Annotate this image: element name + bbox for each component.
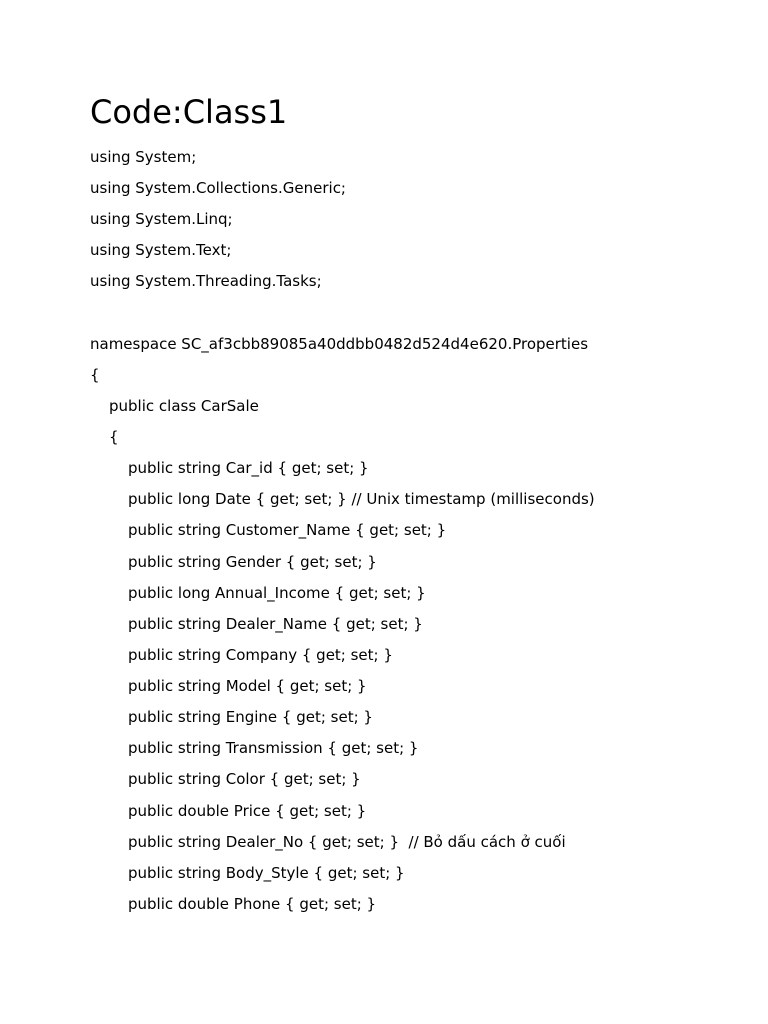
- code-line: public string Model { get; set; }: [128, 677, 367, 695]
- code-line: public double Price { get; set; }: [128, 802, 367, 820]
- code-line: public string Transmission { get; set; }: [128, 739, 419, 757]
- code-line: {: [109, 428, 119, 446]
- code-line: using System.Linq;: [90, 210, 233, 228]
- code-line: using System.Collections.Generic;: [90, 179, 346, 197]
- code-line: public string Car_id { get; set; }: [128, 459, 369, 477]
- code-line: public class CarSale: [109, 397, 259, 415]
- code-line: public string Dealer_No { get; set; } // Bỏ dấu cách ở cuối: [128, 833, 566, 851]
- code-line: public long Date { get; set; } // Unix timestamp (milliseconds): [128, 490, 595, 508]
- code-line: public string Customer_Name { get; set; }: [128, 521, 447, 539]
- code-line: using System.Text;: [90, 241, 232, 259]
- page-title: Code:Class1: [90, 93, 288, 131]
- code-line: public string Company { get; set; }: [128, 646, 393, 664]
- code-line: {: [90, 366, 100, 384]
- code-line: public string Gender { get; set; }: [128, 553, 377, 571]
- code-line: public long Annual_Income { get; set; }: [128, 584, 426, 602]
- code-line: public string Body_Style { get; set; }: [128, 864, 405, 882]
- code-line: public string Color { get; set; }: [128, 770, 361, 788]
- code-line: public string Dealer_Name { get; set; }: [128, 615, 423, 633]
- code-line: using System.Threading.Tasks;: [90, 272, 322, 290]
- code-line: public string Engine { get; set; }: [128, 708, 373, 726]
- code-line: namespace SC_af3cbb89085a40ddbb0482d524d4e620.Properties: [90, 335, 589, 353]
- code-line: public double Phone { get; set; }: [128, 895, 377, 913]
- code-line: using System;: [90, 148, 197, 166]
